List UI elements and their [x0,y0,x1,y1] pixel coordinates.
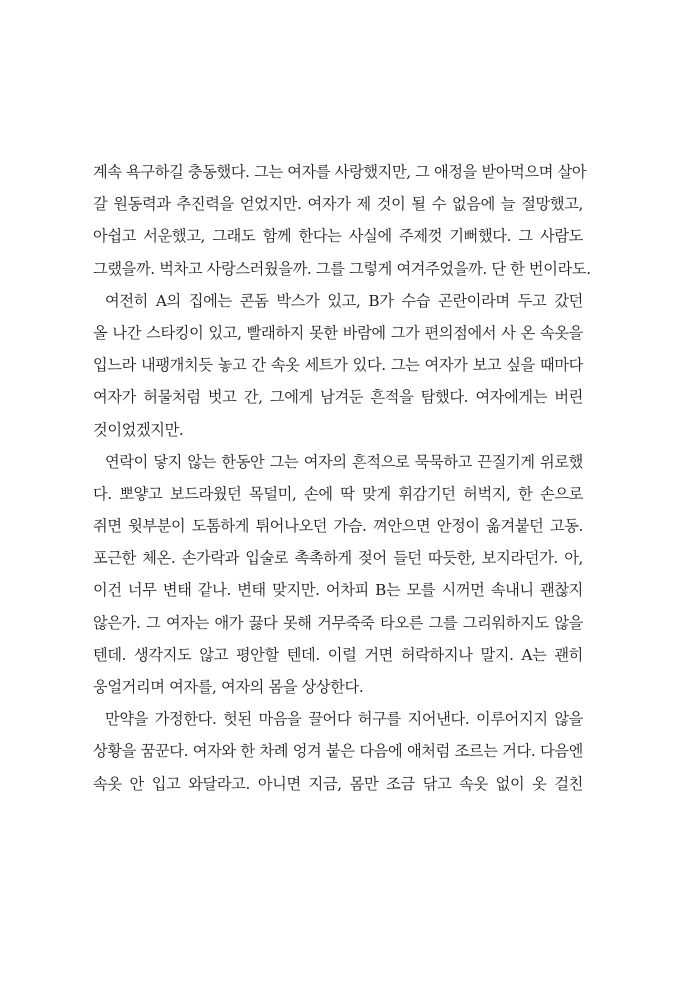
text-line: 연락이 닿지 않는 한동안 그는 여자의 흔적으로 묵묵하고 끈질기게 위로했 [105,452,583,471]
text-line: 것이었겠지만. [93,420,184,439]
text-line: 다. 뽀얗고 보드라웠던 목덜미, 손에 딱 맞게 휘감기던 허벅지, 한 손으로 [93,484,583,503]
text-line: 텐데. 생각지도 않고 평안할 텐데. 이럴 거면 허락하지나 말지. A는 괜히 [93,645,583,664]
text-line: 여자가 허물처럼 벗고 간, 그에게 남겨둔 흔적을 탐했다. 여자에게는 버린 [93,388,583,407]
text-line: 포근한 체온. 손가락과 입술로 촉촉하게 젖어 들던 따듯한, 보지라던가. 아, [93,549,583,568]
text-line: 올 나간 스타킹이 있고, 빨래하지 못한 바람에 그가 편의점에서 사 온 속옷을 [93,323,583,342]
text-line: 쥐면 윗부분이 도톰하게 튀어나오던 가슴. 껴안으면 안정이 옮겨붙던 고동. [93,517,583,536]
text-line: 그랬을까. 벅차고 사랑스러웠을까. 그를 그렇게 여겨주었을까. 단 한 번이라도. [93,259,591,278]
text-line: 웅얼거리며 여자를, 여자의 몸을 상상한다. [93,678,364,696]
text-line: 아쉽고 서운했고, 그래도 함께 한다는 사실에 주제껏 기뻐했다. 그 사람도 [93,227,583,246]
text-line: 상황을 꿈꾼다. 여자와 한 차례 엉겨 붙은 다음에 애처럼 조르는 거다. 다음엔 [93,742,583,761]
text-line: 입느라 내팽개치듯 놓고 간 속옷 세트가 있다. 그는 여자가 보고 싶을 때마다 [93,356,583,375]
text-line: 속옷 안 입고 와달라고. 아니면 지금, 몸만 조금 닦고 속옷 없이 옷 걸친 [93,774,583,793]
text-line: 만약을 가정한다. 헛된 마음을 끌어다 허구를 지어낸다. 이루어지지 않을 [105,710,583,729]
text-line: 갈 원동력과 추진력을 얻었지만. 여자가 제 것이 될 수 없음에 늘 절망했고, [93,195,583,214]
text-line: 여전히 A의 집에는 콘돔 박스가 있고, B가 수습 곤란이라며 두고 갔던 [105,291,583,310]
text-line: 계속 욕구하길 충동했다. 그는 여자를 사랑했지만, 그 애정을 받아먹으며 살아 [93,163,587,181]
body-text [93,156,591,800]
text-line: 않은가. 그 여자는 애가 끓다 못해 거무죽죽 타오른 그를 그리워하지도 않을 [93,613,583,632]
text-line: 이건 너무 변태 같나. 변태 맞지만. 어차피 B는 모를 시꺼먼 속내니 괜찮지 [93,581,583,600]
